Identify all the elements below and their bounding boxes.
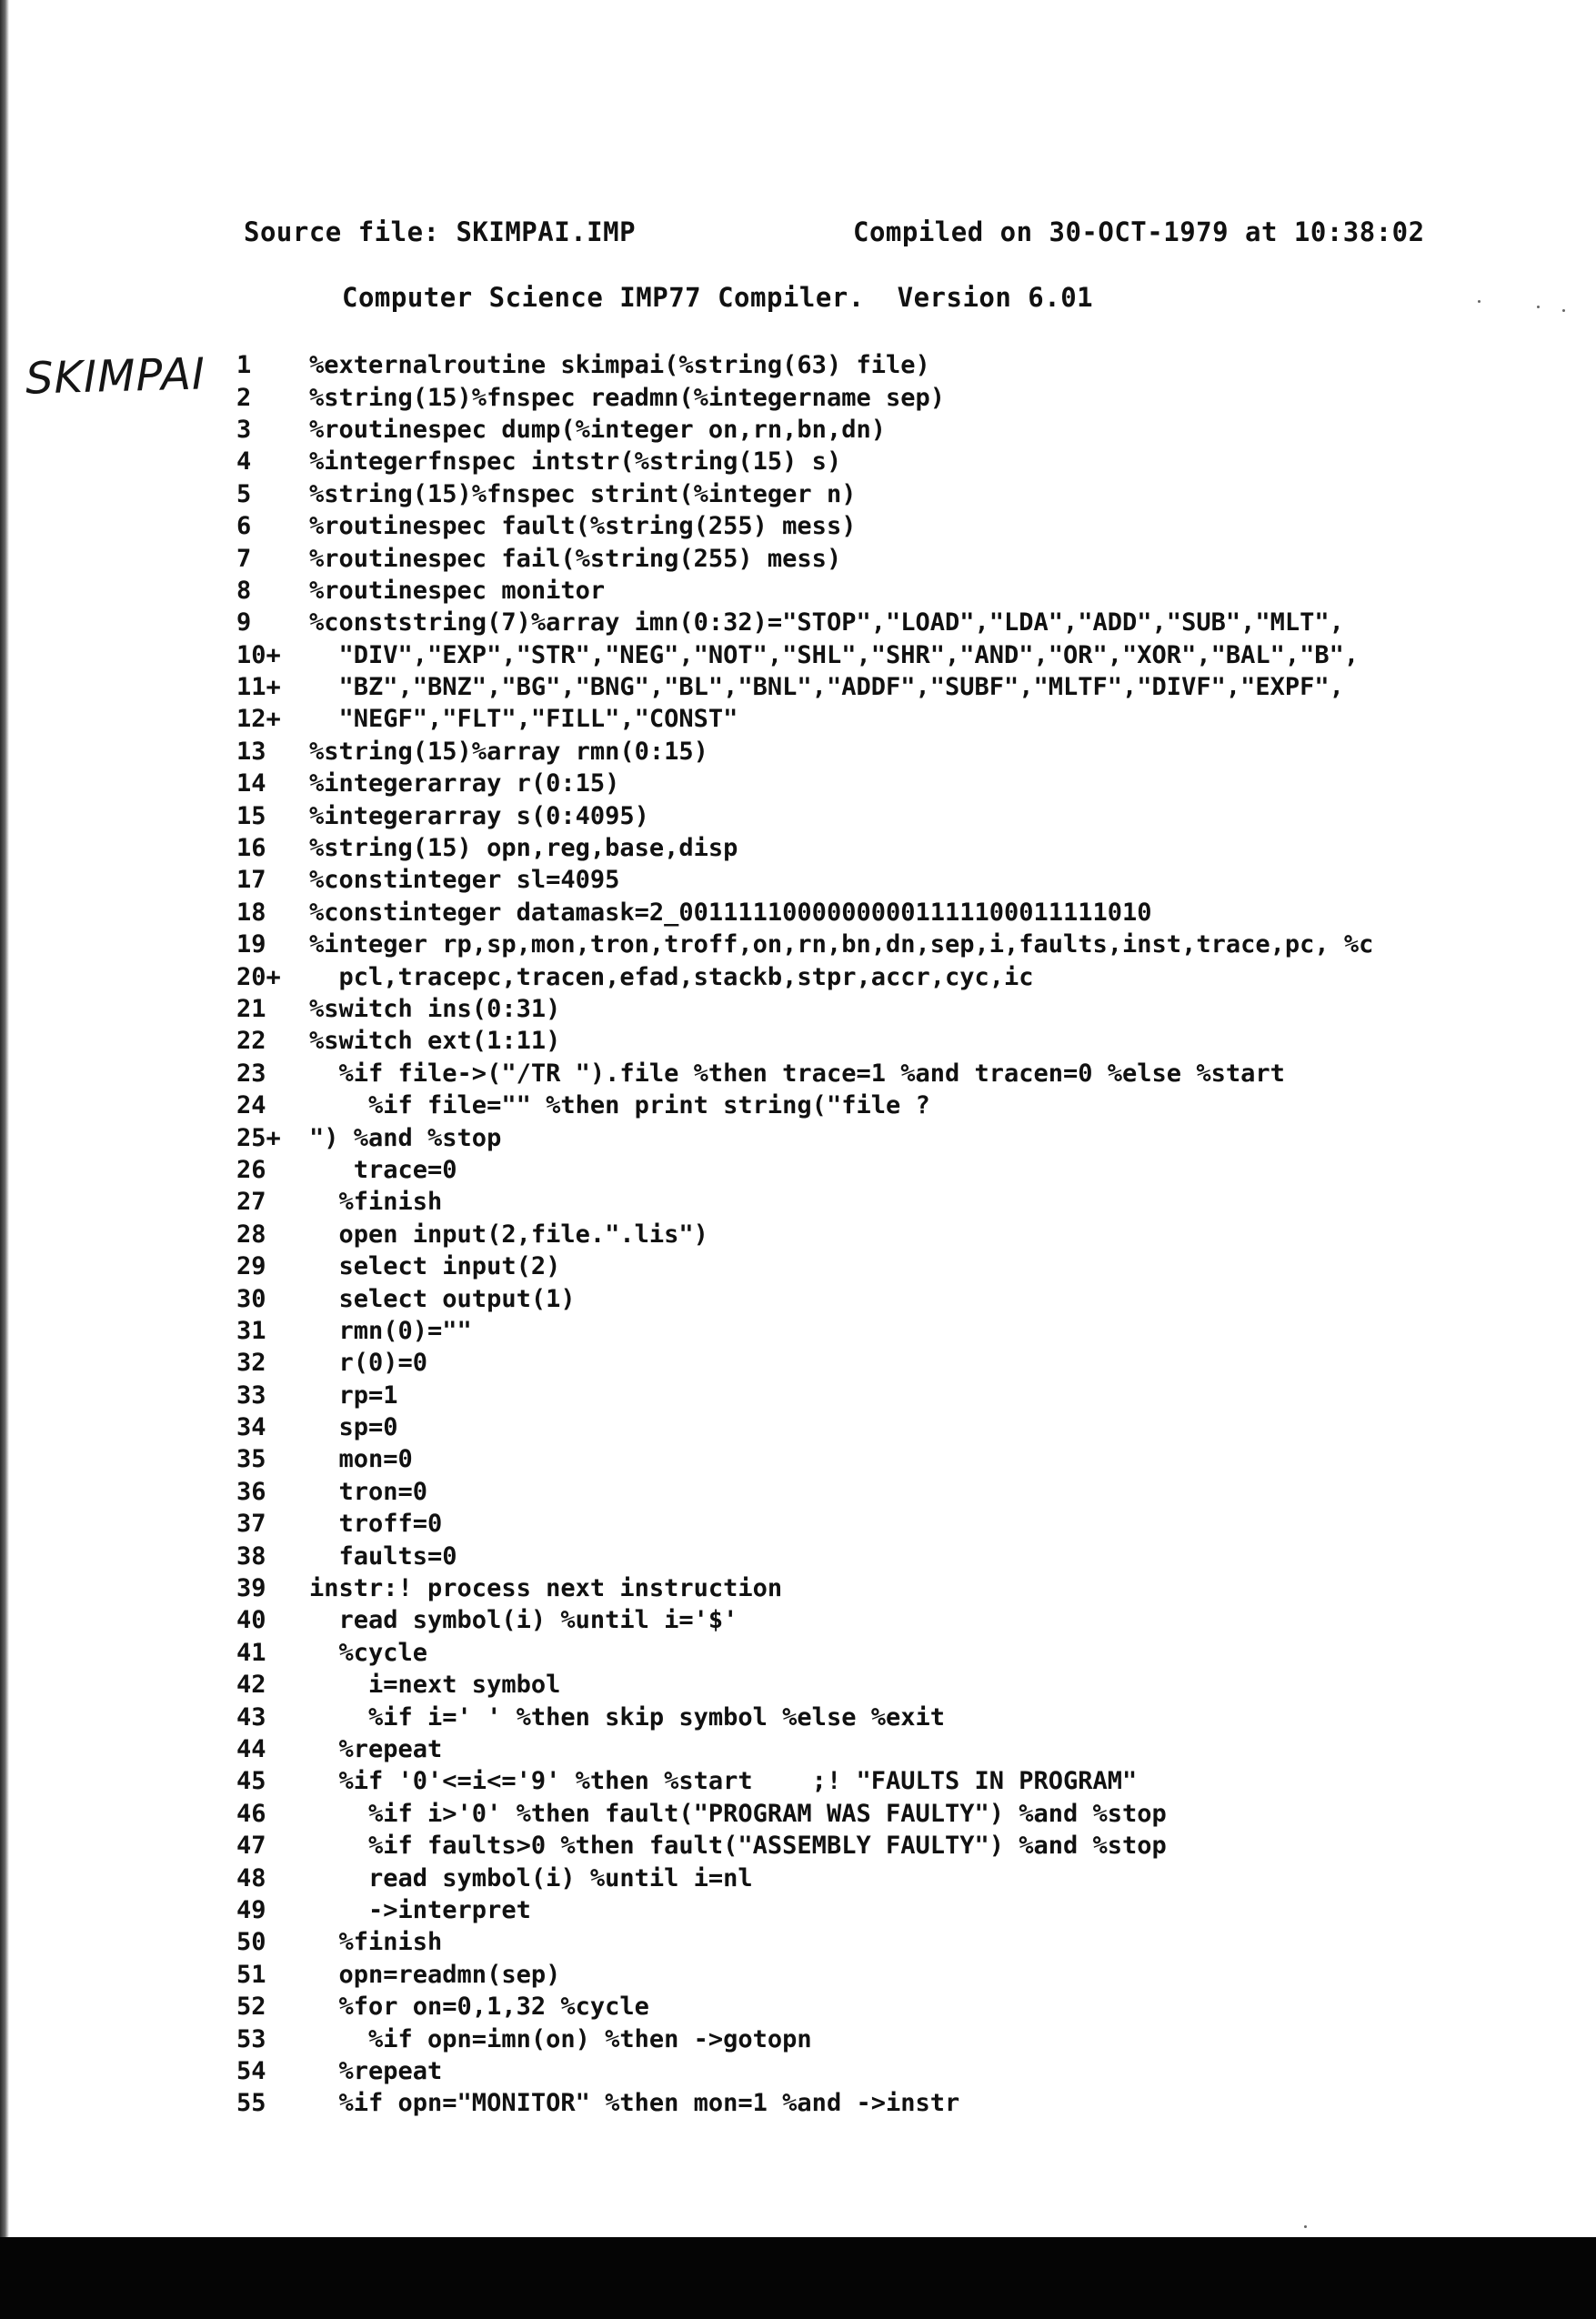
line-number: 11+ bbox=[236, 673, 281, 702]
line-number: 13 bbox=[236, 737, 266, 766]
code-line bbox=[226, 1894, 1373, 1926]
line-text: i=next symbol bbox=[309, 1671, 561, 1700]
code-line bbox=[226, 2087, 1373, 2119]
code-line bbox=[226, 1540, 1373, 1571]
line-number: 3 bbox=[236, 415, 252, 444]
code-line bbox=[226, 1347, 1373, 1379]
compiled-date-label: Compiled on 30-OCT-1979 at 10:38:02 bbox=[853, 216, 1425, 247]
line-number: 12+ bbox=[236, 705, 281, 734]
code-line bbox=[226, 1508, 1373, 1540]
line-number: 34 bbox=[236, 1413, 266, 1442]
line-text: pcl,tracepc,tracen,efad,stackb,stpr,accr,cyc,ic bbox=[309, 962, 1034, 991]
line-text: %routinespec fault(%string(255) mess) bbox=[309, 512, 857, 541]
code-line bbox=[226, 2055, 1373, 2087]
code-line bbox=[226, 1669, 1373, 1701]
line-text: %if '0'<=i<='9' %then %start ;! "FAULTS IN PROGRAM" bbox=[309, 1767, 1138, 1796]
line-text: read symbol(i) %until i=nl bbox=[309, 1863, 753, 1892]
line-number: 25+ bbox=[236, 1123, 281, 1152]
code-line bbox=[226, 993, 1373, 1025]
code-line bbox=[226, 446, 1373, 477]
code-line bbox=[226, 1380, 1373, 1411]
code-line bbox=[226, 832, 1373, 864]
code-line bbox=[226, 736, 1373, 768]
line-text: %string(15)%fnspec strint(%integer n) bbox=[309, 479, 857, 508]
line-text: %integerarray r(0:15) bbox=[309, 769, 620, 798]
line-text: read symbol(i) %until i='$' bbox=[309, 1606, 738, 1635]
code-line bbox=[226, 1701, 1373, 1732]
code-line bbox=[226, 1959, 1373, 1991]
line-number: 48 bbox=[236, 1863, 266, 1892]
code-line bbox=[226, 510, 1373, 542]
line-number: 55 bbox=[236, 2089, 266, 2118]
line-text: %if file="" %then print string("file ? bbox=[309, 1091, 930, 1120]
line-number: 10+ bbox=[236, 640, 281, 669]
line-text: r(0)=0 bbox=[309, 1349, 428, 1378]
line-text: %switch ins(0:31) bbox=[309, 995, 561, 1023]
line-number: 39 bbox=[236, 1574, 266, 1603]
line-text: "BZ","BNZ","BG","BNG","BL","BNL","ADDF","SUBF","MLTF","DIVF","EXPF", bbox=[309, 673, 1344, 702]
line-text: %constinteger sl=4095 bbox=[309, 866, 620, 895]
code-line bbox=[226, 542, 1373, 574]
line-number: 33 bbox=[236, 1380, 266, 1410]
line-number: 41 bbox=[236, 1638, 266, 1667]
line-number: 36 bbox=[236, 1477, 266, 1506]
line-number: 22 bbox=[236, 1027, 266, 1056]
line-number: 49 bbox=[236, 1895, 266, 1924]
line-text: rmn(0)="" bbox=[309, 1316, 472, 1345]
code-line bbox=[226, 1219, 1373, 1250]
code-line bbox=[226, 671, 1373, 703]
code-line bbox=[226, 478, 1373, 510]
line-text: %string(15)%fnspec readmn(%integername sep) bbox=[309, 383, 945, 412]
line-text: %if i=' ' %then skip symbol %else %exit bbox=[309, 1702, 945, 1732]
code-line bbox=[226, 960, 1373, 992]
line-number: 29 bbox=[236, 1252, 266, 1281]
line-number: 1 bbox=[236, 351, 252, 380]
line-text: instr:! process next instruction bbox=[309, 1574, 783, 1603]
line-text: %constinteger datamask=2_00111110000000001111100011111010 bbox=[309, 898, 1152, 927]
line-number: 38 bbox=[236, 1541, 266, 1571]
line-text: %finish bbox=[309, 1928, 443, 1957]
line-text: ->interpret bbox=[309, 1895, 531, 1924]
line-text: %if opn=imn(on) %then ->gotopn bbox=[309, 2024, 812, 2053]
code-line bbox=[226, 1315, 1373, 1347]
line-text: %routinespec fail(%string(255) mess) bbox=[309, 544, 842, 573]
code-line bbox=[226, 639, 1373, 671]
code-line bbox=[226, 1765, 1373, 1797]
line-text: %routinespec dump(%integer on,rn,bn,dn) bbox=[309, 415, 886, 444]
line-number: 20+ bbox=[236, 962, 281, 991]
code-line bbox=[226, 897, 1373, 929]
line-number: 37 bbox=[236, 1510, 266, 1539]
line-number: 24 bbox=[236, 1091, 266, 1120]
line-number: 30 bbox=[236, 1284, 266, 1313]
code-line bbox=[226, 864, 1373, 896]
line-text: %integerfnspec intstr(%string(15) s) bbox=[309, 447, 842, 477]
handwritten-annotation: SKIMPAI bbox=[25, 348, 206, 405]
line-number: 47 bbox=[236, 1832, 266, 1861]
line-number: 9 bbox=[236, 608, 252, 637]
code-line bbox=[226, 575, 1373, 607]
code-line bbox=[226, 1476, 1373, 1508]
line-number: 23 bbox=[236, 1059, 266, 1088]
line-number: 19 bbox=[236, 930, 266, 959]
code-line bbox=[226, 1089, 1373, 1121]
line-number: 44 bbox=[236, 1734, 266, 1763]
code-line bbox=[226, 1282, 1373, 1314]
line-number: 32 bbox=[236, 1349, 266, 1378]
line-number: 28 bbox=[236, 1220, 266, 1249]
code-line bbox=[226, 1154, 1373, 1186]
code-listing bbox=[226, 349, 1373, 2119]
line-number: 6 bbox=[236, 512, 252, 541]
line-text: %if i>'0' %then fault("PROGRAM WAS FAULTY") %and %stop bbox=[309, 1799, 1167, 1828]
code-line bbox=[226, 1830, 1373, 1862]
line-number: 45 bbox=[236, 1767, 266, 1796]
line-number: 7 bbox=[236, 544, 252, 573]
code-line bbox=[226, 1250, 1373, 1282]
line-text: %integerarray s(0:4095) bbox=[309, 801, 649, 830]
line-number: 31 bbox=[236, 1316, 266, 1345]
line-number: 40 bbox=[236, 1606, 266, 1635]
line-text: %conststring(7)%array imn(0:32)="STOP","LOAD","LDA","ADD","SUB","MLT", bbox=[309, 608, 1344, 637]
line-text: sp=0 bbox=[309, 1413, 398, 1442]
line-number: 35 bbox=[236, 1445, 266, 1474]
compiler-version-label: Computer Science IMP77 Compiler. Version 6.01 bbox=[342, 282, 1094, 313]
line-text: %string(15)%array rmn(0:15) bbox=[309, 737, 708, 766]
line-text: %if faults>0 %then fault("ASSEMBLY FAULTY") %and %stop bbox=[309, 1832, 1167, 1861]
line-text: %integer rp,sp,mon,tron,troff,on,rn,bn,dn,sep,i,faults,inst,trace,pc, %c bbox=[309, 930, 1374, 959]
line-text: %string(15) opn,reg,base,disp bbox=[309, 834, 738, 863]
line-number: 4 bbox=[236, 447, 252, 477]
line-text: faults=0 bbox=[309, 1541, 457, 1571]
source-file-label: Source file: SKIMPAI.IMP bbox=[244, 216, 637, 247]
line-text: select input(2) bbox=[309, 1252, 561, 1281]
line-text: %repeat bbox=[309, 1734, 443, 1763]
code-line bbox=[226, 1443, 1373, 1475]
line-number: 50 bbox=[236, 1928, 266, 1957]
line-number: 54 bbox=[236, 2056, 266, 2085]
line-number: 43 bbox=[236, 1702, 266, 1732]
line-number: 52 bbox=[236, 1993, 266, 2022]
line-text: opn=readmn(sep) bbox=[309, 1960, 561, 1989]
code-line bbox=[226, 1025, 1373, 1057]
line-text: trace=0 bbox=[309, 1155, 457, 1184]
line-number: 16 bbox=[236, 834, 266, 863]
line-text: mon=0 bbox=[309, 1445, 413, 1474]
line-number: 46 bbox=[236, 1799, 266, 1828]
line-text: %routinespec monitor bbox=[309, 576, 606, 605]
line-number: 15 bbox=[236, 801, 266, 830]
code-line bbox=[226, 381, 1373, 413]
code-line bbox=[226, 1637, 1373, 1669]
line-text: %if file->("/TR ").file %then trace=1 %and tracen=0 %else %start bbox=[309, 1059, 1285, 1088]
code-line bbox=[226, 768, 1373, 799]
code-line bbox=[226, 1733, 1373, 1765]
code-line bbox=[226, 1058, 1373, 1089]
code-line bbox=[226, 799, 1373, 831]
line-text: %repeat bbox=[309, 2056, 443, 2085]
code-line bbox=[226, 1572, 1373, 1604]
line-number: 14 bbox=[236, 769, 266, 798]
scan-left-edge bbox=[0, 0, 9, 2237]
line-text: %if opn="MONITOR" %then mon=1 %and ->instr bbox=[309, 2089, 960, 2118]
code-line bbox=[226, 1411, 1373, 1443]
code-line bbox=[226, 1604, 1373, 1636]
line-text: open input(2,file.".lis") bbox=[309, 1220, 708, 1249]
line-number: 51 bbox=[236, 1960, 266, 1989]
line-text: select output(1) bbox=[309, 1284, 576, 1313]
line-number: 27 bbox=[236, 1188, 266, 1217]
line-text: %switch ext(1:11) bbox=[309, 1027, 561, 1056]
line-number: 21 bbox=[236, 995, 266, 1023]
code-line bbox=[226, 1991, 1373, 2023]
code-line bbox=[226, 349, 1373, 381]
line-text: %externalroutine skimpai(%string(63) file) bbox=[309, 351, 930, 380]
code-line bbox=[226, 929, 1373, 960]
line-text: %cycle bbox=[309, 1638, 428, 1667]
line-number: 2 bbox=[236, 383, 252, 412]
line-text: "NEGF","FLT","FILL","CONST" bbox=[309, 705, 738, 734]
line-text: %for on=0,1,32 %cycle bbox=[309, 1993, 649, 2022]
line-number: 26 bbox=[236, 1155, 266, 1184]
line-number: 17 bbox=[236, 866, 266, 895]
line-number: 18 bbox=[236, 898, 266, 927]
line-text: ") %and %stop bbox=[309, 1123, 502, 1152]
code-line bbox=[226, 607, 1373, 638]
code-line bbox=[226, 1186, 1373, 1218]
code-line bbox=[226, 703, 1373, 735]
line-text: rp=1 bbox=[309, 1380, 398, 1410]
code-line bbox=[226, 1121, 1373, 1153]
code-line bbox=[226, 414, 1373, 446]
code-line bbox=[226, 1926, 1373, 1958]
code-line bbox=[226, 1798, 1373, 1830]
code-line bbox=[226, 2023, 1373, 2054]
line-text: "DIV","EXP","STR","NEG","NOT","SHL","SHR","AND","OR","XOR","BAL","B", bbox=[309, 640, 1360, 669]
line-text: tron=0 bbox=[309, 1477, 428, 1506]
line-number: 53 bbox=[236, 2024, 266, 2053]
line-number: 8 bbox=[236, 576, 252, 605]
scan-bottom-band bbox=[0, 2237, 1596, 2319]
line-text: troff=0 bbox=[309, 1510, 443, 1539]
line-number: 42 bbox=[236, 1671, 266, 1700]
code-line bbox=[226, 1862, 1373, 1893]
line-text: %finish bbox=[309, 1188, 443, 1217]
line-number: 5 bbox=[236, 479, 252, 508]
